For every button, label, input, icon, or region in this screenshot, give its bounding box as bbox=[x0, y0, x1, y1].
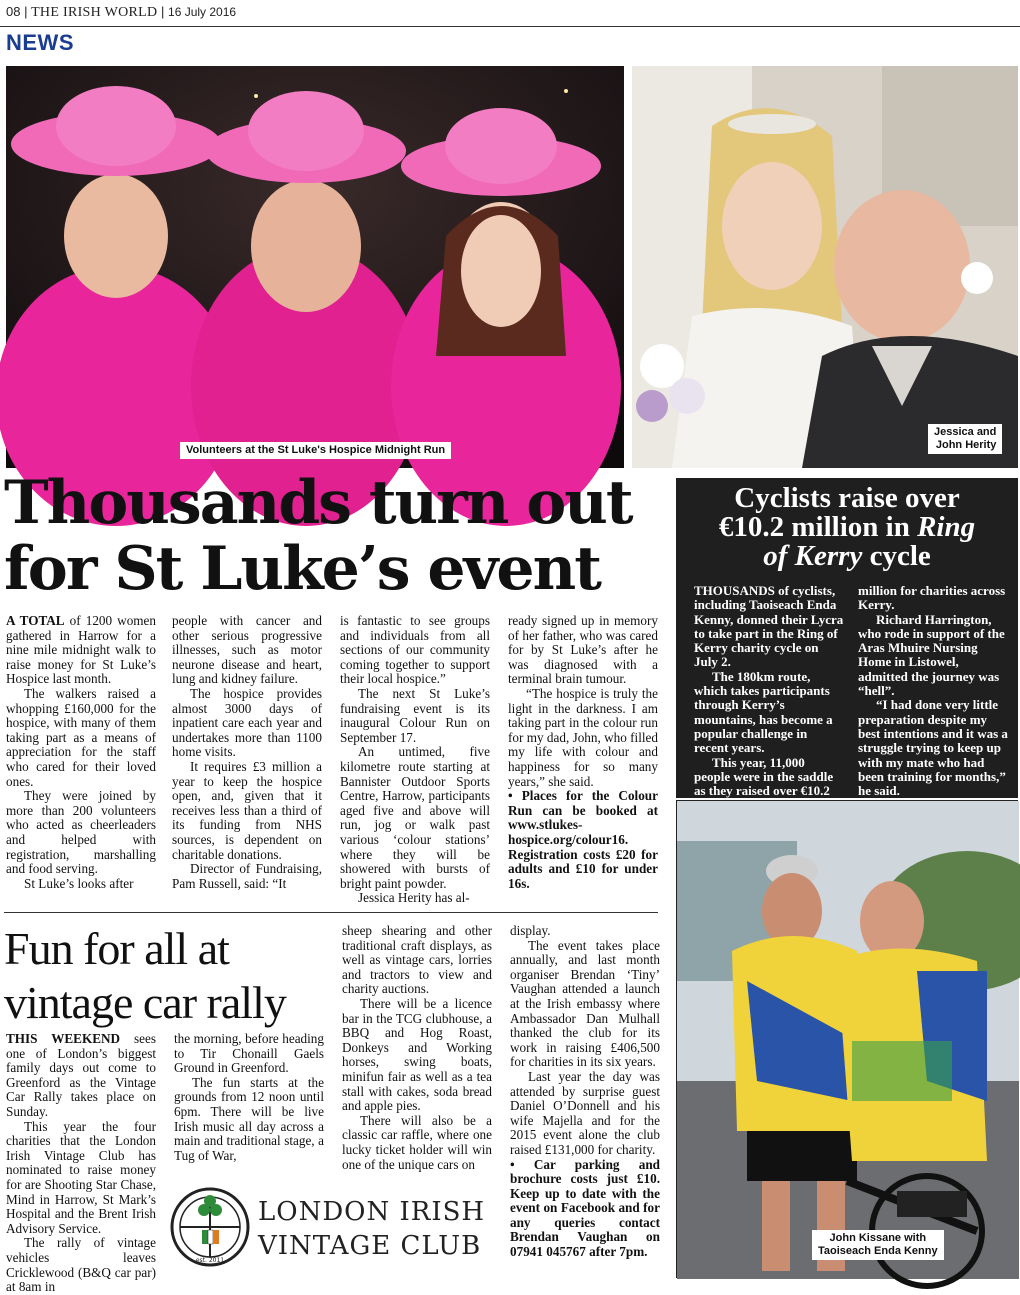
paragraph: Last year the day was attended by surprise guest Daniel O’Donnell and his wife Majella and for the 2015 event alone the club raised £131,000 for charity. bbox=[510, 1068, 660, 1157]
paragraph: The next St Luke’s fundraising event is its inaugural Colour Run on September 17. bbox=[340, 685, 490, 745]
rally-column-4 bbox=[510, 924, 660, 1260]
paragraph: display. bbox=[510, 923, 551, 938]
cycle-column-1 bbox=[694, 584, 844, 798]
page-number: 08 bbox=[6, 4, 21, 19]
paragraph: The fun starts at the grounds from 12 noon until 6pm. There will be live Irish music all day across a main and traditional stage, a Tug of War, bbox=[174, 1074, 324, 1163]
wedding-photo bbox=[632, 66, 1018, 468]
cyclists-caption-line2: Taoiseach Enda Kenny bbox=[818, 1245, 938, 1257]
paragraph: ready signed up in memory of her father, who was cared for by St Luke’s after he was diagnosed with a terminal brain tumour. bbox=[508, 613, 658, 687]
main-story-column-3 bbox=[340, 614, 490, 906]
paragraph: Director of Fundraising, Pam Russell, said: “It bbox=[172, 861, 322, 891]
main-story-column-2 bbox=[172, 614, 322, 891]
paragraph: This year, 11,000 people were in the saddle as they raised over €10.2 bbox=[694, 754, 834, 799]
rally-column-1 bbox=[6, 1032, 156, 1295]
headline-text: €10.2 million in bbox=[718, 511, 918, 543]
paragraph: sheep shearing and other traditional craft displays, as well as vintage cars, lorries and tractors to view and charity auctions. bbox=[342, 923, 492, 997]
lead-in: A TOTAL bbox=[6, 613, 65, 628]
section-label: NEWS bbox=[6, 30, 74, 55]
paragraph bbox=[6, 614, 156, 687]
cycle-column-2 bbox=[858, 584, 1010, 798]
paragraph: There will be a licence bar in the TCG clubhouse, a BBQ and Hog Roast, Donkeys and Working horses, swing boats, minifun fair as well as a tea stall with cakes, soda bread and apple pies. bbox=[342, 995, 492, 1114]
cyclists-photo bbox=[676, 800, 1018, 1278]
top-rule bbox=[0, 26, 1020, 27]
main-headline bbox=[4, 470, 654, 602]
rally-headline bbox=[4, 922, 334, 1030]
cycle-sidebar bbox=[676, 478, 1018, 798]
paragraph: The hospice provides almost 3000 days of inpatient care each year and undertakes more than 1100 home visits. bbox=[172, 685, 322, 760]
paragraph: The 180km route, which takes participants through Kerry’s mountains, has become a popular challenge in recent years. bbox=[694, 668, 833, 756]
rally-column-2 bbox=[174, 1032, 324, 1163]
issue-date: 16 July 2016 bbox=[168, 5, 237, 19]
paragraph: Richard Harrington, who rode in support of the Aras Mhuire Nursing Home in Listowel, admitted the journey was “hell”. bbox=[858, 611, 1005, 699]
lead-in: THIS WEEKEND bbox=[6, 1031, 121, 1046]
cyclists-caption bbox=[812, 1230, 944, 1260]
paragraph: the morning, before heading to Tir Chonaill Gaels Ground in Greenford. bbox=[174, 1031, 324, 1076]
cycle-headline-line2 bbox=[676, 513, 1018, 542]
paragraph: “The hospice is truly the light in the darkness. I am taking part in the colour run for my dad, John, who filled my life with colour and happiness for so many years,” she said. bbox=[508, 685, 658, 789]
paragraph bbox=[6, 1032, 156, 1120]
paragraph: There will also be a classic car raffle, where one lucky ticket holder will win one of the unique cars on bbox=[342, 1112, 492, 1172]
paragraph: THOUSANDS of cyclists, including Taoiseach Enda Kenny, donned their Lycra to take part in the Ring of Kerry charity cycle on July 2. bbox=[694, 583, 844, 670]
main-story-column-4 bbox=[508, 614, 658, 891]
vintage-club-logo bbox=[168, 1184, 494, 1270]
paragraph: It requires £3 million a year to keep the hospice open, and, given that it receives less than a third of its funding from NHS sources, is dependent on charitable donations. bbox=[172, 758, 322, 862]
logo-line1: LONDON IRISH bbox=[258, 1197, 486, 1227]
headline-italic: of Kerry bbox=[763, 540, 863, 572]
rally-headline-line2: vintage car rally bbox=[4, 977, 286, 1028]
logo-est: est. 2011 bbox=[195, 1257, 225, 1264]
paragraph: St Luke’s looks after bbox=[24, 875, 134, 891]
wedding-caption-line2: John Herity bbox=[935, 439, 997, 451]
booking-info: • Places for the Colour Run can be booked at www.stlukes-hospice.org/colour16. Registration costs £20 for adults and £10 for under 16s. bbox=[508, 788, 658, 891]
main-headline-line2: for St Luke’s event bbox=[4, 534, 600, 604]
publication-name: THE IRISH WORLD bbox=[31, 5, 158, 20]
paragraph: An untimed, five kilometre route starting at Bannister Outdoor Sports Centre, Harrow, participants aged five and above will run, jog or walk past various ‘colour stations’ where they will be showered with bursts of bright paint powder. bbox=[340, 744, 490, 891]
story-divider bbox=[4, 912, 658, 913]
cycle-headline-line3 bbox=[676, 542, 1018, 571]
paragraph: “I had done very little preparation despite my best intentions and it was a struggle trying to keep up with my mate who had been training for months,” he said. bbox=[858, 697, 1008, 799]
rally-column-3 bbox=[342, 924, 492, 1172]
rally-headline-line1: Fun for all at bbox=[4, 923, 229, 974]
headline-text: cycle bbox=[862, 540, 931, 572]
folio-line: 08 | THE IRISH WORLD | 16 July 2016 bbox=[6, 4, 237, 20]
paragraph: They were joined by more than 200 volunteers who acted as cheerleaders and helped with registration, marshalling and food serving. bbox=[6, 788, 156, 877]
paragraph: The rally of vintage vehicles leaves Cricklewood (B&Q car par) at 8am in bbox=[6, 1235, 156, 1295]
paragraph: The event takes place annually, and last month organiser Brendan ‘Tiny’ Vaughan attended a launch at the Irish embassy where Ambassador Dan Mulhall thanked the club for its work in raising £406,500 for charities in its six years. bbox=[510, 937, 660, 1070]
wedding-caption bbox=[928, 424, 1002, 454]
paragraph: is fantastic to see groups and individuals from all sections of our community coming together to support their local hospice.” bbox=[340, 613, 490, 687]
paragraph: Jessica Herity has al- bbox=[358, 890, 470, 906]
main-story-column-1 bbox=[6, 614, 156, 891]
parking-info: • Car parking and brochure costs just £10. Keep up to date with the event on Facebook and for any queries contact Brendan Vaughan on 07941 045767 after 7pm. bbox=[510, 1156, 660, 1260]
paragraph: people with cancer and other serious progressive illnesses, such as motor neurone disease and heart, lung and kidney failure. bbox=[172, 613, 322, 687]
paragraph: million for charities across Kerry. bbox=[858, 583, 1006, 613]
paragraph-text: of 1200 women gathered in Harrow for a nine mile midnight walk to raise money for St Luke’s Hospice last month. bbox=[6, 613, 156, 687]
cyclists-caption-line1: John Kissane with bbox=[829, 1232, 927, 1244]
volunteers-photo bbox=[6, 66, 624, 468]
cycle-headline-line1: Cyclists raise over bbox=[734, 482, 960, 514]
paragraph-text: sees one of London’s biggest family days out come to Greenford as the Vintage Car Rally takes place on Sunday. bbox=[6, 1031, 156, 1119]
wedding-caption-line1: Jessica and bbox=[934, 426, 997, 438]
headline-italic: Ring bbox=[917, 511, 976, 543]
paragraph: This year the four charities that the London Irish Vintage Club has nominated to raise money for are Shooting Star Chase, Mind in Harrow, St Mark’s Hospital and the Brent Irish Advisory Service. bbox=[6, 1118, 156, 1236]
volunteers-caption: Volunteers at the St Luke's Hospice Midnight Run bbox=[180, 442, 451, 459]
cycle-headline bbox=[676, 484, 1018, 571]
main-headline-line1: Thousands turn out bbox=[4, 468, 632, 538]
paragraph: The walkers raised a whopping £160,000 for the hospice, with many of them taking part as a means of appreciation for the staff who cared for their loved ones. bbox=[6, 685, 156, 789]
logo-line2: VINTAGE CLUB bbox=[258, 1231, 482, 1261]
